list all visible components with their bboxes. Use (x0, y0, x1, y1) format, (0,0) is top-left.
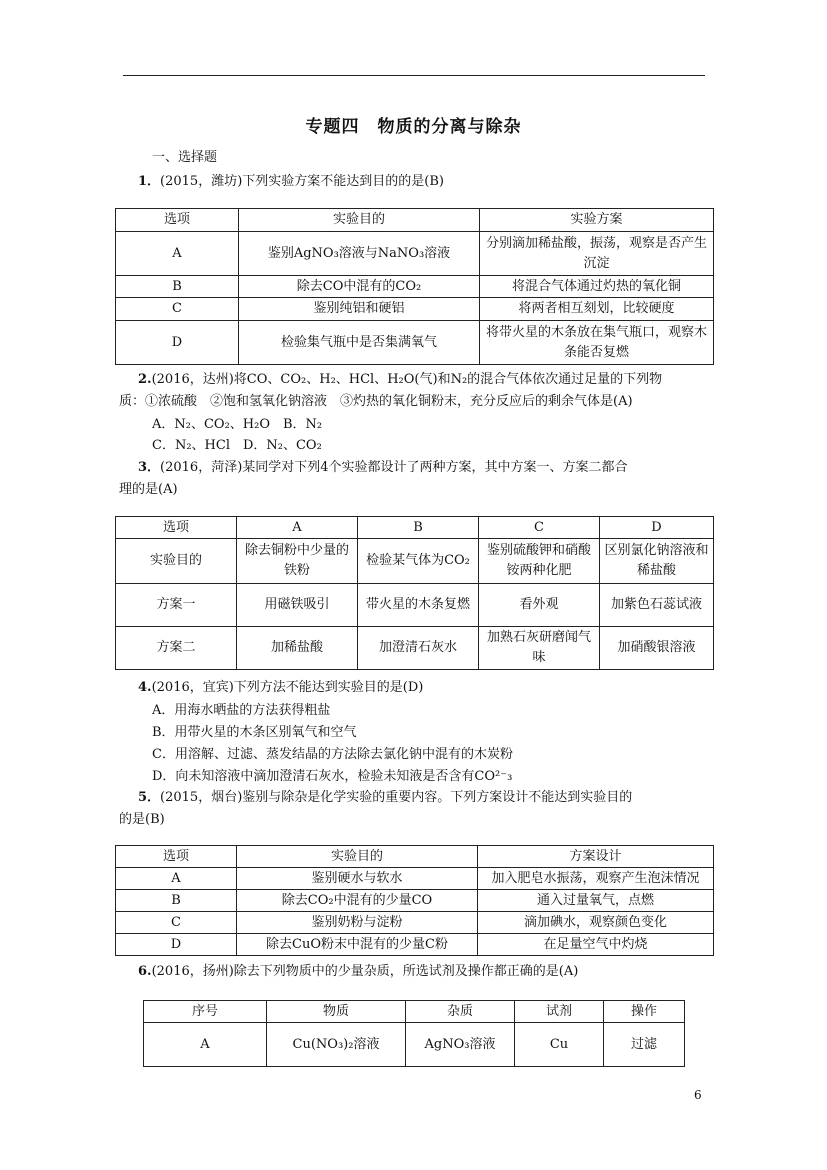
table-cell: C (116, 298, 239, 321)
table-cell: 加入肥皂水振荡，观察产生泡沫情况 (478, 868, 714, 890)
table-cell: 除去CuO粉末中混有的少量C粉 (237, 934, 478, 956)
table-cell: 区别氯化钠溶液和稀盐酸 (600, 539, 714, 584)
section-heading: 一、选择题 (152, 150, 218, 165)
table-cell: D (116, 321, 239, 365)
table-cell: 加澄清石灰水 (358, 627, 479, 670)
question-stem: (2016，宜宾)下列方法不能达到实验目的是(D) (151, 680, 424, 695)
question-stem-continued: 质：①浓硫酸 ②饱和氢氧化钠溶液 ③灼热的氧化铜粉末，充分反应后的剩余气体是(A) (119, 394, 633, 409)
table-cell: 用磁铁吸引 (237, 584, 358, 627)
header-rule (123, 75, 705, 76)
answer-options: A．N₂、CO₂、H₂O B．N₂ (152, 417, 323, 432)
table-cell: B (116, 890, 237, 912)
question-6 (138, 960, 578, 979)
table-header: 选项 (116, 846, 237, 868)
table-cell: Cu(NO₃)₂溶液 (267, 1023, 406, 1067)
question-number: 6. (138, 964, 152, 979)
table-header: 选项 (116, 517, 237, 539)
table-cell: 分别滴加稀盐酸，振荡，观察是否产生沉淀 (480, 232, 714, 276)
table-cell: 除去CO中混有的CO₂ (239, 276, 480, 298)
table-cell: 鉴别纯铝和硬铝 (239, 298, 480, 321)
table-cell: 过滤 (604, 1023, 685, 1067)
table-cell: A (144, 1023, 267, 1067)
question-number: 5． (138, 790, 161, 805)
table-header: B (358, 517, 479, 539)
question-stem: (2016，菏泽)某同学对下列4个实验都设计了两种方案，其中方案一、方案二都合 (160, 460, 628, 475)
question-number: 1． (138, 174, 161, 189)
table-header: A (237, 517, 358, 539)
question-stem: (2016，扬州)除去下列物质中的少量杂质，所选试剂及操作都正确的是(A) (151, 964, 579, 979)
answer-option: D．向未知溶液中滴加澄清石灰水，检验未知液是否含有CO²⁻₃ (152, 769, 513, 784)
table-header: C (479, 517, 600, 539)
question-stem: (2016，达州)将CO、CO₂、H₂、HCl、H₂O(气)和N₂的混合气体依次通过足量的下列物 (151, 372, 663, 387)
table-header: 实验目的 (239, 209, 480, 232)
table-header: 试剂 (515, 1001, 604, 1023)
q3-table (115, 516, 714, 670)
table-cell: 实验目的 (116, 539, 237, 584)
table-cell: 鉴别硬水与软水 (237, 868, 478, 890)
table-cell: 加熟石灰研磨闻气味 (479, 627, 600, 670)
question-number: 3． (138, 460, 161, 475)
question-2 (138, 368, 662, 387)
table-cell: AgNO₃溶液 (406, 1023, 515, 1067)
question-stem-continued: 理的是(A) (119, 482, 178, 497)
table-cell: A (116, 868, 237, 890)
table-cell: B (116, 276, 239, 298)
table-cell: 鉴别AgNO₃溶液与NaNO₃溶液 (239, 232, 480, 276)
table-header: 序号 (144, 1001, 267, 1023)
table-cell: 加稀盐酸 (237, 627, 358, 670)
table-cell: 加硝酸银溶液 (600, 627, 714, 670)
table-cell: 鉴别硫酸钾和硝酸铵两种化肥 (479, 539, 600, 584)
q5-table (115, 845, 714, 956)
page-number: 6 (694, 1088, 702, 1102)
answer-option: C．用溶解、过滤、蒸发结晶的方法除去氯化钠中混有的木炭粉 (152, 747, 513, 762)
table-header: D (600, 517, 714, 539)
page-title: 专题四 物质的分离与除杂 (305, 117, 522, 137)
question-stem-continued: 的是(B) (119, 812, 165, 827)
table-cell: 方案一 (116, 584, 237, 627)
table-cell: Cu (515, 1023, 604, 1067)
question-stem: (2015，潍坊)下列实验方案不能达到目的的是(B) (160, 174, 444, 189)
question-number: 2. (138, 372, 152, 387)
answer-option: B．用带火星的木条区别氧气和空气 (152, 725, 357, 740)
table-cell: 在足量空气中灼烧 (478, 934, 714, 956)
table-cell: 将两者相互刻划，比较硬度 (480, 298, 714, 321)
table-header: 选项 (116, 209, 239, 232)
table-header: 实验目的 (237, 846, 478, 868)
table-cell: 除去CO₂中混有的少量CO (237, 890, 478, 912)
answer-option: A．用海水晒盐的方法获得粗盐 (152, 703, 331, 718)
table-cell: 方案二 (116, 627, 237, 670)
question-1 (138, 170, 444, 189)
table-header: 操作 (604, 1001, 685, 1023)
table-cell: 将带火星的木条放在集气瓶口，观察木条能否复燃 (480, 321, 714, 365)
table-cell: 检验集气瓶中是否集满氧气 (239, 321, 480, 365)
question-5 (138, 786, 632, 805)
table-header: 物质 (267, 1001, 406, 1023)
table-cell: C (116, 912, 237, 934)
table-cell: A (116, 232, 239, 276)
table-cell: 将混合气体通过灼热的氧化铜 (480, 276, 714, 298)
answer-options: C．N₂、HCl D．N₂、CO₂ (152, 438, 322, 453)
question-4 (138, 676, 423, 695)
question-number: 4. (138, 680, 152, 695)
table-header: 实验方案 (480, 209, 714, 232)
table-cell: 通入过量氧气，点燃 (478, 890, 714, 912)
question-3 (138, 456, 628, 475)
q1-table (115, 208, 714, 365)
table-cell: 加紫色石蕊试液 (600, 584, 714, 627)
table-header: 方案设计 (478, 846, 714, 868)
table-cell: 看外观 (479, 584, 600, 627)
table-cell: 鉴别奶粉与淀粉 (237, 912, 478, 934)
q6-table (143, 1000, 685, 1067)
table-cell: 带火星的木条复燃 (358, 584, 479, 627)
table-header: 杂质 (406, 1001, 515, 1023)
question-stem: (2015，烟台)鉴别与除杂是化学实验的重要内容。下列方案设计不能达到实验目的 (160, 790, 633, 805)
table-cell: 检验某气体为CO₂ (358, 539, 479, 584)
table-cell: 除去铜粉中少量的铁粉 (237, 539, 358, 584)
table-cell: 滴加碘水，观察颜色变化 (478, 912, 714, 934)
table-cell: D (116, 934, 237, 956)
